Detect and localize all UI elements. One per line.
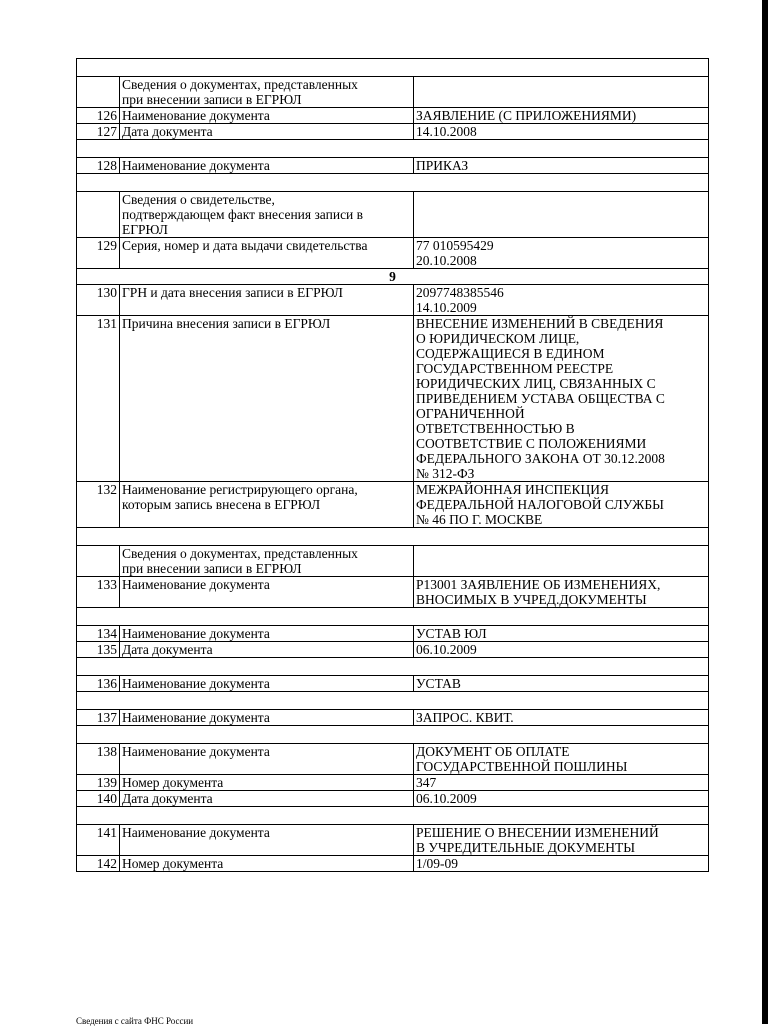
table-row	[77, 791, 709, 807]
row-number: 138	[77, 744, 120, 775]
table-row	[77, 642, 709, 658]
field-name: Сведения о свидетельстве, подтверждающем факт внесения записи в ЕГРЮЛ	[120, 192, 414, 238]
row-number: 139	[77, 775, 120, 791]
row-number: 135	[77, 642, 120, 658]
field-value	[414, 192, 709, 238]
field-name: Наименование документа	[120, 577, 414, 608]
spacer-cell	[77, 608, 709, 626]
field-name: Наименование документа	[120, 676, 414, 692]
table-row	[77, 856, 709, 872]
field-value: ДОКУМЕНТ ОБ ОПЛАТЕ ГОСУДАРСТВЕННОЙ ПОШЛИНЫ	[414, 744, 709, 775]
table-row	[77, 546, 709, 577]
table-row	[77, 108, 709, 124]
row-number: 133	[77, 577, 120, 608]
spacer-cell	[77, 807, 709, 825]
table-spacer-row	[77, 658, 709, 676]
egrul-extract-table	[76, 58, 709, 872]
table-spacer-row	[77, 726, 709, 744]
field-value: ЗАПРОС. КВИТ.	[414, 710, 709, 726]
field-name: Причина внесения записи в ЕГРЮЛ	[120, 316, 414, 482]
row-number: 136	[77, 676, 120, 692]
spacer-cell	[77, 658, 709, 676]
table-spacer-row	[77, 608, 709, 626]
table-spacer-row	[77, 174, 709, 192]
field-value: 06.10.2009	[414, 791, 709, 807]
table-row	[77, 577, 709, 608]
field-value: Р13001 ЗАЯВЛЕНИЕ ОБ ИЗМЕНЕНИЯХ, ВНОСИМЫХ В УЧРЕД.ДОКУМЕНТЫ	[414, 577, 709, 608]
row-number: 134	[77, 626, 120, 642]
table-row	[77, 316, 709, 482]
table-spacer-row	[77, 140, 709, 158]
row-number: 127	[77, 124, 120, 140]
row-number	[77, 546, 120, 577]
table-spacer-row	[77, 807, 709, 825]
field-name: Дата документа	[120, 791, 414, 807]
row-number: 131	[77, 316, 120, 482]
table-row	[77, 124, 709, 140]
row-number: 142	[77, 856, 120, 872]
field-value: 14.10.2008	[414, 124, 709, 140]
section-header-row	[77, 269, 709, 285]
row-number	[77, 77, 120, 108]
table-row	[77, 626, 709, 642]
field-name: Дата документа	[120, 124, 414, 140]
row-number: 128	[77, 158, 120, 174]
row-number: 132	[77, 482, 120, 528]
table-row	[77, 238, 709, 269]
field-name: Наименование документа	[120, 626, 414, 642]
field-name: Дата документа	[120, 642, 414, 658]
field-value: МЕЖРАЙОННАЯ ИНСПЕКЦИЯ ФЕДЕРАЛЬНОЙ НАЛОГОВОЙ СЛУЖБЫ № 46 ПО Г. МОСКВЕ	[414, 482, 709, 528]
row-number: 141	[77, 825, 120, 856]
field-name: Сведения о документах, представленных при внесении записи в ЕГРЮЛ	[120, 546, 414, 577]
field-value: 347	[414, 775, 709, 791]
field-value: УСТАВ ЮЛ	[414, 626, 709, 642]
field-name: Наименование документа	[120, 710, 414, 726]
field-name: Сведения о документах, представленных при внесении записи в ЕГРЮЛ	[120, 77, 414, 108]
row-number: 140	[77, 791, 120, 807]
spacer-cell	[77, 692, 709, 710]
field-name: Серия, номер и дата выдачи свидетельства	[120, 238, 414, 269]
field-value: 06.10.2009	[414, 642, 709, 658]
field-name: Наименование документа	[120, 158, 414, 174]
field-name: Наименование документа	[120, 108, 414, 124]
table-row	[77, 744, 709, 775]
spacer-cell	[77, 59, 709, 77]
field-value: ПРИКАЗ	[414, 158, 709, 174]
spacer-cell	[77, 174, 709, 192]
field-value	[414, 546, 709, 577]
field-name: Номер документа	[120, 856, 414, 872]
row-number	[77, 192, 120, 238]
spacer-cell	[77, 726, 709, 744]
table-row	[77, 676, 709, 692]
field-value: 1/09-09	[414, 856, 709, 872]
table-spacer-row	[77, 59, 709, 77]
table-row	[77, 710, 709, 726]
table-row	[77, 285, 709, 316]
table-row	[77, 77, 709, 108]
row-number: 129	[77, 238, 120, 269]
row-number: 130	[77, 285, 120, 316]
field-name: Номер документа	[120, 775, 414, 791]
table-row	[77, 775, 709, 791]
field-value: ВНЕСЕНИЕ ИЗМЕНЕНИЙ В СВЕДЕНИЯ О ЮРИДИЧЕСКОМ ЛИЦЕ, СОДЕРЖАЩИЕСЯ В ЕДИНОМ ГОСУДАРСТВЕННОМ РЕЕСТРЕ ЮРИДИЧЕСКИХ ЛИЦ, СВЯЗАННЫХ С ПРИВЕДЕНИЕМ УСТАВА ОБЩЕСТВА С ОГРАНИЧЕННОЙ ОТВЕТСТВЕННОСТЬЮ В СООТВЕТСТВИЕ С ПОЛОЖЕНИЯМИ ФЕДЕРАЛЬНОГО ЗАКОНА ОТ 30.12.2008 № 312-ФЗ	[414, 316, 709, 482]
egrul-table-body	[77, 59, 709, 872]
table-row	[77, 825, 709, 856]
field-name: Наименование регистрирующего органа, которым запись внесена в ЕГРЮЛ	[120, 482, 414, 528]
table-row	[77, 482, 709, 528]
spacer-cell	[77, 140, 709, 158]
field-value: 77 010595429 20.10.2008	[414, 238, 709, 269]
field-name: ГРН и дата внесения записи в ЕГРЮЛ	[120, 285, 414, 316]
field-name: Наименование документа	[120, 825, 414, 856]
table-row	[77, 158, 709, 174]
page-edge	[762, 0, 768, 1024]
table-row	[77, 192, 709, 238]
field-name: Наименование документа	[120, 744, 414, 775]
row-number: 137	[77, 710, 120, 726]
field-value: ЗАЯВЛЕНИЕ (С ПРИЛОЖЕНИЯМИ)	[414, 108, 709, 124]
spacer-cell	[77, 528, 709, 546]
table-spacer-row	[77, 692, 709, 710]
section-number: 9	[77, 269, 709, 285]
field-value: РЕШЕНИЕ О ВНЕСЕНИИ ИЗМЕНЕНИЙ В УЧРЕДИТЕЛЬНЫЕ ДОКУМЕНТЫ	[414, 825, 709, 856]
table-spacer-row	[77, 528, 709, 546]
field-value: УСТАВ	[414, 676, 709, 692]
row-number: 126	[77, 108, 120, 124]
field-value: 2097748385546 14.10.2009	[414, 285, 709, 316]
footer-source-note: Сведения с сайта ФНС России	[76, 1016, 194, 1026]
field-value	[414, 77, 709, 108]
